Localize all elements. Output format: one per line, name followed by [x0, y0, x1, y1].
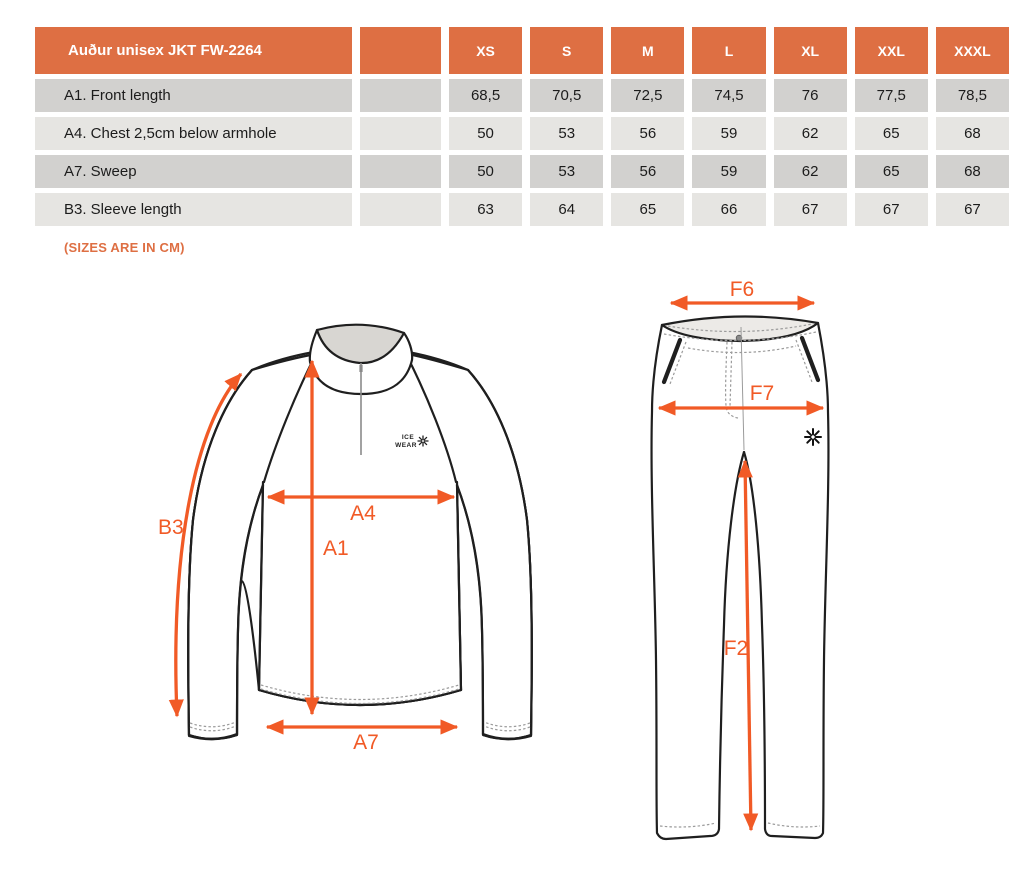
jacket-drawing — [188, 325, 532, 740]
pants-silhouette — [652, 317, 829, 833]
pants-drawing — [652, 316, 829, 839]
table-value: 67 — [774, 193, 847, 226]
table-value: 62 — [774, 117, 847, 150]
table-value: 65 — [855, 155, 928, 188]
pants-measurement-diagram — [620, 280, 900, 860]
b3-label: B3 — [158, 516, 184, 539]
table-value: 53 — [530, 117, 603, 150]
size-header-xxl: XXL — [855, 27, 928, 74]
table-value: 67 — [936, 193, 1009, 226]
zipper-pull — [359, 365, 362, 372]
header-spacer-cell — [360, 27, 441, 74]
f2-label: F2 — [723, 637, 749, 660]
table-value: 67 — [855, 193, 928, 226]
size-header-xl: XL — [774, 27, 847, 74]
a4-label: A4 — [350, 502, 376, 525]
sizes-unit-note: (SIZES ARE IN CM) — [64, 240, 185, 255]
logo-text-ice: ICE — [401, 434, 415, 441]
table-value: 56 — [611, 155, 684, 188]
jacket-measurement-diagram — [140, 290, 580, 770]
row-spacer-cell — [360, 79, 441, 112]
table-title: Auður unisex JKT FW-2264 — [35, 27, 352, 74]
table-value: 56 — [611, 117, 684, 150]
table-value: 62 — [774, 155, 847, 188]
table-value: 77,5 — [855, 79, 928, 112]
row-label: A1. Front length — [35, 79, 352, 112]
table-value: 68 — [936, 155, 1009, 188]
table-value: 76 — [774, 79, 847, 112]
f6-label: F6 — [729, 280, 755, 301]
row-spacer-cell — [360, 155, 441, 188]
table-value: 64 — [530, 193, 603, 226]
table-value: 74,5 — [692, 79, 765, 112]
a7-label: A7 — [353, 731, 379, 754]
row-spacer-cell — [360, 117, 441, 150]
row-label: A7. Sweep — [35, 155, 352, 188]
size-header-xxxl: XXXL — [936, 27, 1009, 74]
table-value: 59 — [692, 117, 765, 150]
size-header-xs: XS — [449, 27, 522, 74]
row-label: A4. Chest 2,5cm below armhole — [35, 117, 352, 150]
table-value: 65 — [611, 193, 684, 226]
f7-label: F7 — [749, 382, 775, 405]
row-label: B3. Sleeve length — [35, 193, 352, 226]
size-header-s: S — [530, 27, 603, 74]
table-value: 78,5 — [936, 79, 1009, 112]
size-header-l: L — [692, 27, 765, 74]
table-value: 50 — [449, 155, 522, 188]
table-value: 53 — [530, 155, 603, 188]
table-value: 50 — [449, 117, 522, 150]
table-value: 63 — [449, 193, 522, 226]
a1-label: A1 — [323, 537, 349, 560]
size-table — [35, 27, 1009, 226]
logo-text-wear: WEAR — [395, 442, 417, 449]
table-value: 72,5 — [611, 79, 684, 112]
table-value: 68,5 — [449, 79, 522, 112]
table-value: 65 — [855, 117, 928, 150]
row-spacer-cell — [360, 193, 441, 226]
table-value: 68 — [936, 117, 1009, 150]
size-header-m: M — [611, 27, 684, 74]
table-value: 59 — [692, 155, 765, 188]
table-value: 70,5 — [530, 79, 603, 112]
table-value: 66 — [692, 193, 765, 226]
